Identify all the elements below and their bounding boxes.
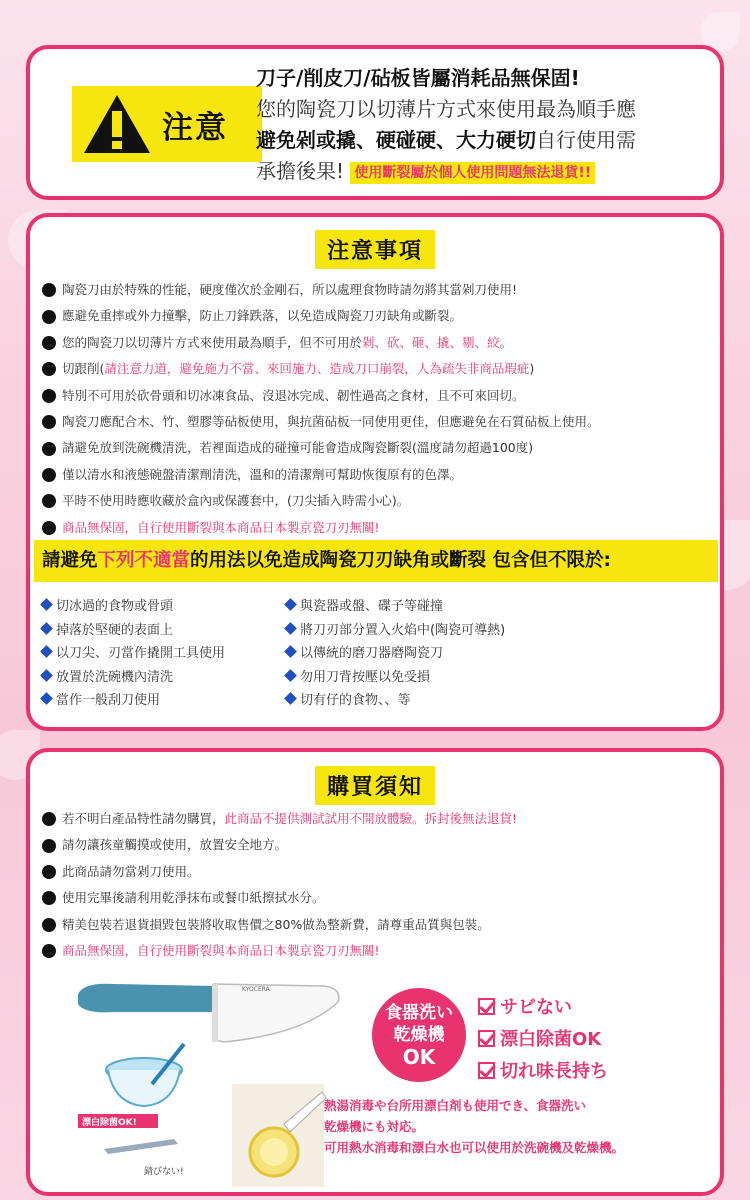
avoid-banner-red: 下列不適當	[97, 550, 191, 571]
avoid-item-text: 掉落於堅硬的表面上	[56, 622, 174, 638]
knife-illustration	[74, 974, 344, 1189]
bullet-item	[42, 303, 600, 329]
bullet-dot-icon	[42, 389, 56, 403]
avoid-item	[286, 595, 536, 619]
diamond-icon	[284, 645, 297, 658]
bullet-dot-icon	[42, 865, 56, 879]
bullet-text: 此商品請勿當剁刀使用。	[62, 863, 200, 879]
check-item	[478, 1024, 608, 1056]
bullet-dot-icon	[42, 839, 56, 853]
bullet-text: 僅以清水和液態碗盤清潔劑清洗，溫和的清潔劑可幫助恢復原有的色澤。	[62, 466, 463, 482]
wash-badge-line-1: 食器洗い	[385, 1003, 453, 1023]
bullet-dot-icon	[42, 521, 56, 535]
bullet-item	[42, 383, 600, 409]
avoid-item-text: 將刀刃部分置入火焰中(陶瓷可導熱)	[300, 622, 506, 638]
avoid-item	[42, 619, 292, 643]
avoid-item-text: 切有仔的食物、、等	[300, 693, 411, 708]
bullet-text: 特別不可用於砍骨頭和切冰凍食品、沒退冰完成、韌性過高之食材，且不可來回切。	[62, 387, 525, 403]
bullet-item	[42, 330, 600, 356]
avoid-item	[42, 666, 292, 690]
bullet-red: 商品無保固，自行使用斷裂與本商品日本製京瓷刀刃無關!	[62, 519, 380, 535]
bullet-text: 切跟削(	[62, 361, 105, 377]
diamond-icon	[284, 598, 297, 611]
checkbox-icon	[478, 1062, 495, 1079]
bullet-text: 使用完畢後請利用乾淨抹布或餐巾紙擦拭水分。	[62, 890, 325, 906]
notes-list	[42, 277, 600, 541]
bullet-item	[42, 885, 517, 911]
bullet-text: 精美包裝若退貨損毀包裝將收取售價之80%做為整新費，請尊重品質與包裝。	[62, 916, 490, 932]
checkbox-icon	[478, 1030, 495, 1047]
purchase-list	[42, 806, 517, 964]
bullet-item	[42, 938, 517, 964]
avoid-item-text: 放置於洗碗機內清洗	[56, 669, 174, 685]
avoid-item	[286, 642, 536, 666]
warning-highlight: 使用斷裂屬於個人使用問題無法退貨!!	[350, 162, 595, 184]
notes-box	[26, 213, 724, 731]
avoid-item-text: 與瓷器或盤、碟子等碰撞	[300, 599, 444, 614]
avoid-item	[286, 666, 536, 690]
warning-line-3	[256, 125, 718, 156]
avoid-item-text: 以刀尖、刃當作撬開工具使用	[56, 646, 226, 661]
bullet-dot-icon	[42, 310, 56, 324]
avoid-left-column	[42, 595, 292, 713]
bullet-item	[42, 488, 600, 514]
dishwasher-note	[324, 1095, 724, 1158]
warning-line-4-text: 承擔後果!	[256, 159, 345, 183]
warning-badge	[72, 86, 262, 162]
avoid-banner-b: 的用法以免造成陶瓷刀刃缺角或斷裂 包含但不限於:	[190, 550, 611, 571]
check-label: 切れ味長持ち	[500, 1061, 608, 1082]
bullet-item	[42, 435, 600, 461]
bullet-red: 此商品不提供測試試用不開放體驗。拆封後無法退貨!	[224, 811, 518, 826]
bullet-red: 請注意力道，避免施力不當、來回施力、造成刀口崩裂，人為疏失非商品瑕疵	[104, 361, 530, 377]
bullet-dot-icon	[42, 494, 56, 508]
warning-line-2: 您的陶瓷刀以切薄片方式來使用最為順手應	[256, 97, 636, 121]
avoid-item	[42, 642, 292, 666]
bullet-dot-icon	[42, 468, 56, 482]
bullet-red: 商品無保固，自行使用斷裂與本商品日本製京瓷刀刃無關!	[62, 942, 380, 958]
bullet-text: 陶瓷刀應配合木、竹、塑膠等砧板使用，與抗菌砧板一同使用更佳，但應避免在石質砧板上使用。	[62, 413, 600, 429]
check-item	[478, 992, 608, 1024]
check-item	[478, 1056, 608, 1088]
bullet-text: 陶瓷刀由於特殊的性能，硬度僅次於金剛石，所以處理食物時請勿將其當剁刀使用!	[62, 282, 518, 297]
diamond-icon	[40, 645, 53, 658]
diamond-icon	[284, 622, 297, 635]
avoid-item	[42, 595, 292, 619]
bullet-dot-icon	[42, 891, 56, 905]
bullet-after: 。	[499, 334, 513, 350]
bullet-text: 應避免重摔或外力撞擊，防止刀鋒跌落，以免造成陶瓷刀刃缺角或斷裂。	[62, 308, 463, 324]
warning-bold-phrase: 避免剁或撬、硬碰硬、大力硬切	[256, 128, 536, 152]
bullet-dot-icon	[42, 918, 56, 932]
avoid-right-column	[286, 595, 536, 713]
dishwasher-note-line-3: 可用熱水消毒和漂白水也可以使用於洗碗機及乾燥機。	[324, 1140, 625, 1155]
avoid-banner	[34, 540, 718, 582]
dishwasher-ok-badge	[372, 988, 466, 1082]
wash-badge-line-2: 乾燥機	[393, 1025, 445, 1045]
bullet-item	[42, 515, 600, 541]
bullet-red: 剁、砍、砸、撬、剔、絞	[362, 334, 500, 350]
bullet-text: 請勿讓孩童觸摸或使用，放置安全地方。	[62, 837, 288, 853]
bullet-dot-icon	[42, 944, 56, 958]
lemon-photo	[232, 1084, 326, 1187]
feature-checks	[478, 992, 608, 1088]
checkbox-icon	[478, 998, 495, 1015]
bullet-item	[42, 806, 517, 832]
wash-badge-line-3: OK	[402, 1045, 436, 1069]
warning-line-4	[256, 156, 718, 187]
warning-line-1: 刀子/削皮刀/砧板皆屬消耗品無保固!	[256, 66, 580, 90]
bullet-after: )	[529, 361, 535, 377]
knife-icon	[78, 984, 339, 1042]
bleach-label: 漂白除菌OK!	[82, 1118, 137, 1128]
warning-line-3-rest: 自行使用需	[536, 128, 636, 152]
check-label: サビない	[500, 997, 572, 1018]
avoid-item	[42, 689, 292, 713]
bullet-dot-icon	[42, 336, 56, 350]
diamond-icon	[40, 692, 53, 705]
bullet-dot-icon	[42, 812, 56, 826]
bullet-item	[42, 277, 600, 303]
avoid-item-text: 當作一般刮刀使用	[56, 693, 161, 708]
check-label: 漂白除菌OK	[500, 1029, 602, 1050]
dishwasher-note-line-1: 熱湯消毒や台所用漂白剤も使用でき、食器洗い	[324, 1098, 587, 1113]
purchase-title: 購買須知	[315, 766, 435, 805]
notes-title: 注意事項	[315, 230, 435, 269]
warning-text	[256, 63, 718, 187]
bullet-text: 您的陶瓷刀以切薄片方式來使用最為順手，但不可用於	[62, 334, 363, 350]
avoid-item-text: 切冰過的食物或骨頭	[56, 599, 174, 614]
warning-triangle-icon	[82, 93, 152, 155]
bullet-dot-icon	[42, 415, 56, 429]
diamond-icon	[284, 692, 297, 705]
avoid-item-text: 以傳統的磨刀器磨陶瓷刀	[300, 646, 444, 661]
diamond-icon	[40, 598, 53, 611]
bullet-text: 若不明白產品特性請勿購買，	[62, 811, 225, 826]
diamond-icon	[284, 669, 297, 682]
rust-label: 錆びない!	[144, 1167, 184, 1177]
bullet-dot-icon	[42, 283, 56, 297]
bullet-item	[42, 859, 517, 885]
knife-brand: KYOCERA	[242, 986, 270, 993]
dishwasher-note-line-2: 乾燥機にも対応。	[324, 1119, 425, 1134]
avoid-item	[286, 619, 536, 643]
bullet-item	[42, 409, 600, 435]
warning-box	[26, 45, 724, 200]
warning-label: 注意	[162, 109, 228, 146]
bullet-text: 請避免放到洗碗機清洗，若裡面造成的碰撞可能會造成陶瓷斷裂(溫度請勿超過100度)	[62, 440, 534, 456]
diamond-icon	[40, 622, 53, 635]
small-knife-icon	[104, 1139, 178, 1154]
bullet-item	[42, 356, 600, 382]
bullet-dot-icon	[42, 362, 56, 376]
bullet-dot-icon	[42, 442, 56, 456]
bullet-item	[42, 912, 517, 938]
avoid-item	[286, 689, 536, 713]
avoid-banner-a: 請避免	[42, 550, 98, 571]
diamond-icon	[40, 669, 53, 682]
bullet-text: 平時不使用時應收藏於盒內或保護套中，(刀尖插入時需小心)。	[62, 493, 410, 509]
bowl-icon	[106, 1044, 184, 1106]
bullet-item	[42, 832, 517, 858]
purchase-box	[26, 748, 724, 1196]
avoid-item-text: 勿用刀背按壓以免受損	[300, 669, 431, 685]
bullet-item	[42, 462, 600, 488]
